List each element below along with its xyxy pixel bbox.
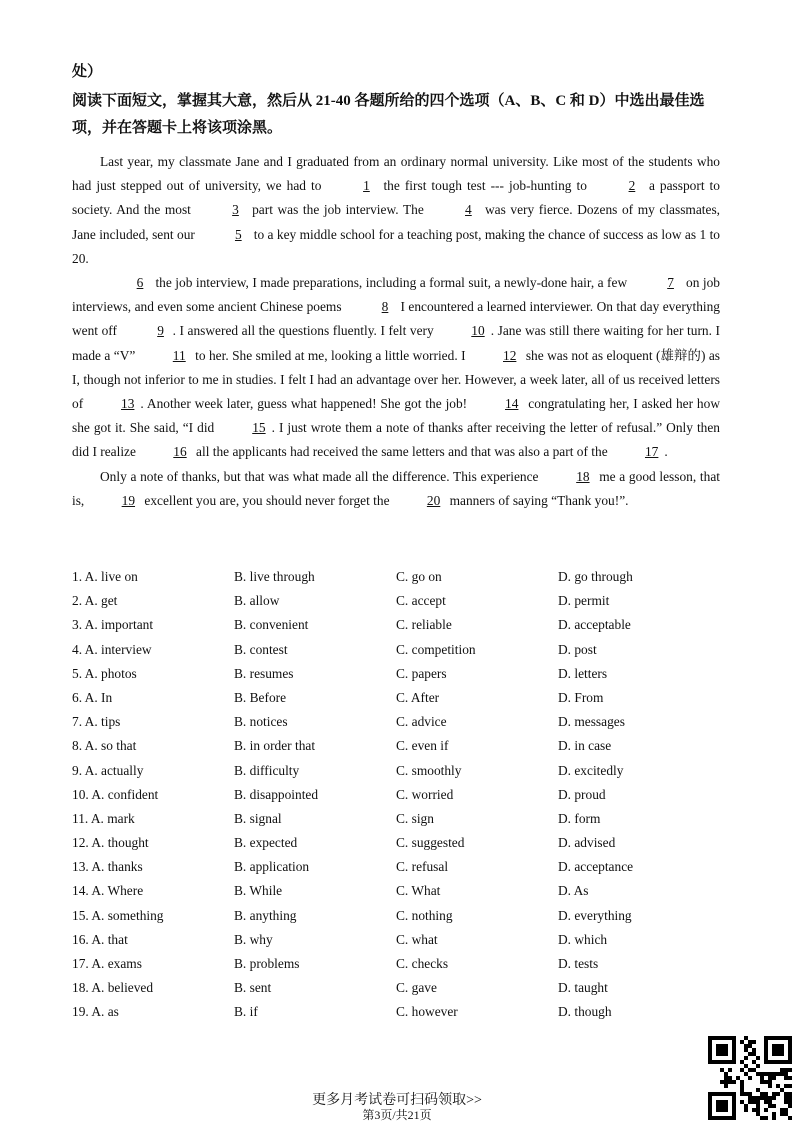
cloze-blank: 12: [503, 347, 517, 363]
option-choice: 7. A. tips: [72, 714, 121, 730]
option-choice: B. signal: [234, 810, 282, 826]
cloze-blank: 19: [121, 492, 136, 508]
option-choice: 8. A. so that: [72, 738, 137, 754]
option-choice: B. live through: [234, 569, 315, 584]
passage-text: me a good lesson, that is,: [72, 468, 720, 508]
option-row: [72, 613, 732, 637]
option-choice: C. nothing: [396, 907, 453, 923]
option-row: [72, 807, 732, 831]
option-row: [72, 976, 732, 1000]
option-choice: C. refusal: [396, 859, 449, 875]
passage-text: to a key middle school for a teaching post, making the chance of success as low as 1 to 20.: [72, 226, 721, 266]
option-choice: D. acceptable: [558, 617, 631, 633]
option-choice: D. permit: [558, 593, 610, 609]
passage-text: on job interviews, and even some ancient Chinese poems: [72, 275, 720, 315]
option-choice: C. go on: [396, 569, 442, 584]
cloze-blank: 4: [465, 202, 472, 218]
option-choice: B. difficulty: [234, 762, 300, 778]
option-row: [72, 879, 732, 903]
option-choice: C. competition: [396, 641, 476, 657]
cloze-blank: 9: [157, 323, 164, 339]
cloze-blank: 7: [667, 275, 674, 291]
option-choice: 17. A. exams: [72, 956, 142, 971]
passage-text: .: [664, 444, 668, 460]
option-choice: B. contest: [234, 641, 288, 657]
option-choice: 1. A. live on: [72, 569, 138, 584]
cloze-blank: 15: [252, 420, 266, 436]
option-choice: 19. A. as: [72, 1004, 119, 1020]
option-choice: 11. A. mark: [72, 810, 135, 826]
option-choice: C. What: [396, 883, 441, 899]
cloze-blank: 3: [232, 202, 239, 218]
option-row: [72, 831, 732, 855]
option-choice: C. worried: [396, 786, 454, 802]
option-choice: C. smoothly: [396, 762, 462, 778]
passage-text: . Jane was still there waiting for her turn. I made a “V”: [72, 323, 720, 363]
cloze-blank: 2: [628, 178, 636, 194]
option-choice: B. problems: [234, 956, 300, 971]
passage-paragraph-2: [72, 271, 720, 465]
option-choice: 18. A. believed: [72, 980, 154, 996]
option-choice: D. form: [558, 810, 601, 826]
option-choice: 4. A. interview: [72, 641, 152, 657]
option-choice: 2. A. get: [72, 593, 118, 609]
passage-paragraph-3: [72, 465, 720, 513]
option-choice: B. resumes: [234, 665, 294, 681]
option-row: [72, 928, 732, 952]
passage-text: Last year, my classmate Jane and I graduated from an ordinary normal university. Like most of the students who had just stepped out of university, we had to: [72, 154, 720, 194]
option-choice: D. which: [558, 931, 608, 947]
option-choice: 3. A. important: [72, 617, 154, 633]
passage-text: part was the job interview. The: [247, 202, 429, 218]
option-choice: B. why: [234, 931, 273, 947]
option-row: [72, 1000, 732, 1024]
passage-text: manners of saying “Thank you!”.: [446, 492, 629, 508]
passage-text: was very fierce. Dozens of my classmates, Jane included, sent our: [72, 202, 721, 242]
option-choice: B. in order that: [234, 738, 316, 754]
option-row: [72, 662, 732, 686]
option-choice: B. anything: [234, 907, 297, 923]
cloze-blank: 17: [644, 444, 659, 460]
option-choice: 14. A. Where: [72, 883, 144, 899]
option-choice: 9. A. actually: [72, 762, 144, 778]
option-choice: B. application: [234, 859, 310, 875]
option-row: [72, 952, 732, 976]
page-lead-fragment: 处）: [72, 64, 103, 80]
cloze-blank: 8: [381, 299, 389, 315]
option-choice: 10. A. confident: [72, 786, 159, 802]
option-choice: B. While: [234, 883, 283, 899]
option-choice: D. advised: [558, 835, 616, 851]
option-choice: B. Before: [234, 689, 287, 705]
section-instruction: 阅读下面短文，掌握其大意，然后从 21-40 各题所给的四个选项（A、B、C 和 D）中选出最佳选项，并在答题卡上将该项涂黑。: [72, 93, 705, 136]
cloze-blank: 16: [173, 444, 187, 460]
passage-text: Only a note of thanks, but that was what made all the difference. This experience: [100, 468, 543, 484]
cloze-blank: 13: [121, 396, 135, 412]
option-choice: C. suggested: [396, 835, 465, 851]
option-row: [72, 686, 732, 710]
option-choice: D. though: [558, 1004, 612, 1020]
option-choice: B. notices: [234, 714, 288, 730]
passage-paragraph-1: [72, 150, 720, 271]
option-choice: B. convenient: [234, 617, 309, 633]
option-choice: D. letters: [558, 665, 608, 681]
option-choice: D. As: [558, 883, 589, 899]
answer-options-list: [72, 565, 732, 1025]
option-choice: C. however: [396, 1004, 458, 1020]
option-row: [72, 783, 732, 807]
option-choice: C. even if: [396, 738, 449, 754]
passage-text: . I just wrote them a note of thanks after receiving the letter of refusal.” Only then did I realize: [72, 420, 720, 460]
passage-text: the first tough test --- job-hunting to: [378, 178, 592, 194]
option-row: [72, 734, 732, 758]
option-choice: C. papers: [396, 665, 447, 681]
passage-text: congratulating her, I asked her how she got it. She said, “I did: [72, 396, 720, 436]
option-row: [72, 565, 732, 589]
option-choice: 5. A. photos: [72, 665, 137, 681]
option-row: [72, 759, 732, 783]
passage-text: a passport to society. And the most: [72, 178, 720, 218]
option-choice: D. go through: [558, 569, 633, 584]
passage-text: the job interview, I made preparations, including a formal suit, a newly-done hair, a few: [152, 275, 631, 291]
option-choice: C. reliable: [396, 617, 452, 633]
passage-text: . Another week later, guess what happened! She got the job!: [140, 396, 472, 412]
option-choice: C. After: [396, 689, 440, 705]
option-choice: C. accept: [396, 593, 446, 609]
option-row: [72, 589, 732, 613]
option-choice: C. what: [396, 931, 438, 947]
option-row: [72, 904, 732, 928]
option-choice: B. expected: [234, 835, 298, 851]
option-choice: B. allow: [234, 593, 280, 609]
option-choice: 15. A. something: [72, 907, 164, 923]
option-row: [72, 638, 732, 662]
option-choice: 12. A. thought: [72, 835, 149, 851]
passage-text: she was not as eloquent (雄辩的) as I, though not inferior to me in studies. I felt I had an advantage over her. However, a week later, all of us received letters of: [72, 347, 721, 412]
option-choice: D. in case: [558, 738, 612, 754]
cloze-blank: 20: [426, 492, 441, 508]
cloze-blank: 11: [172, 347, 186, 363]
footer-promo-text: 更多月考试卷可扫码领取>>: [312, 1093, 482, 1108]
option-row: [72, 710, 732, 734]
option-choice: 16. A. that: [72, 931, 128, 947]
cloze-blank: 10: [471, 323, 485, 339]
option-choice: D. taught: [558, 980, 608, 996]
cloze-blank: 5: [234, 226, 242, 242]
option-choice: B. if: [234, 1004, 258, 1020]
passage-text: excellent you are, you should never forget the: [141, 492, 393, 508]
option-choice: D. everything: [558, 907, 632, 923]
passage-text: . I answered all the questions fluently. I felt very: [172, 323, 438, 339]
cloze-blank: 14: [505, 396, 519, 412]
option-choice: 13. A. thanks: [72, 859, 143, 875]
option-choice: D. excitedly: [558, 762, 624, 778]
option-choice: B. sent: [234, 980, 272, 996]
option-choice: C. checks: [396, 956, 449, 971]
option-row: [72, 855, 732, 879]
option-choice: D. proud: [558, 786, 606, 802]
page-number: 第3页/共21页: [362, 1108, 432, 1122]
option-choice: D. post: [558, 641, 597, 657]
option-choice: D. tests: [558, 956, 599, 971]
cloze-blank: 18: [576, 468, 590, 484]
cloze-blank: 1: [363, 178, 370, 194]
cloze-passage: [72, 150, 720, 513]
option-choice: 6. A. In: [72, 689, 113, 705]
passage-text: I encountered a learned interviewer. On that day everything went off: [72, 299, 721, 339]
passage-text: all the applicants had received the same letters and that was also a part of the: [192, 444, 611, 460]
option-choice: C. advice: [396, 714, 447, 730]
option-choice: D. messages: [558, 714, 625, 730]
option-choice: B. disappointed: [234, 786, 319, 802]
passage-text: to her. She smiled at me, looking a little worried. I: [191, 347, 469, 363]
option-choice: C. gave: [396, 980, 437, 996]
option-choice: C. sign: [396, 810, 434, 826]
cloze-blank: 6: [136, 275, 144, 291]
option-choice: D. acceptance: [558, 859, 634, 875]
option-choice: D. From: [558, 689, 604, 705]
